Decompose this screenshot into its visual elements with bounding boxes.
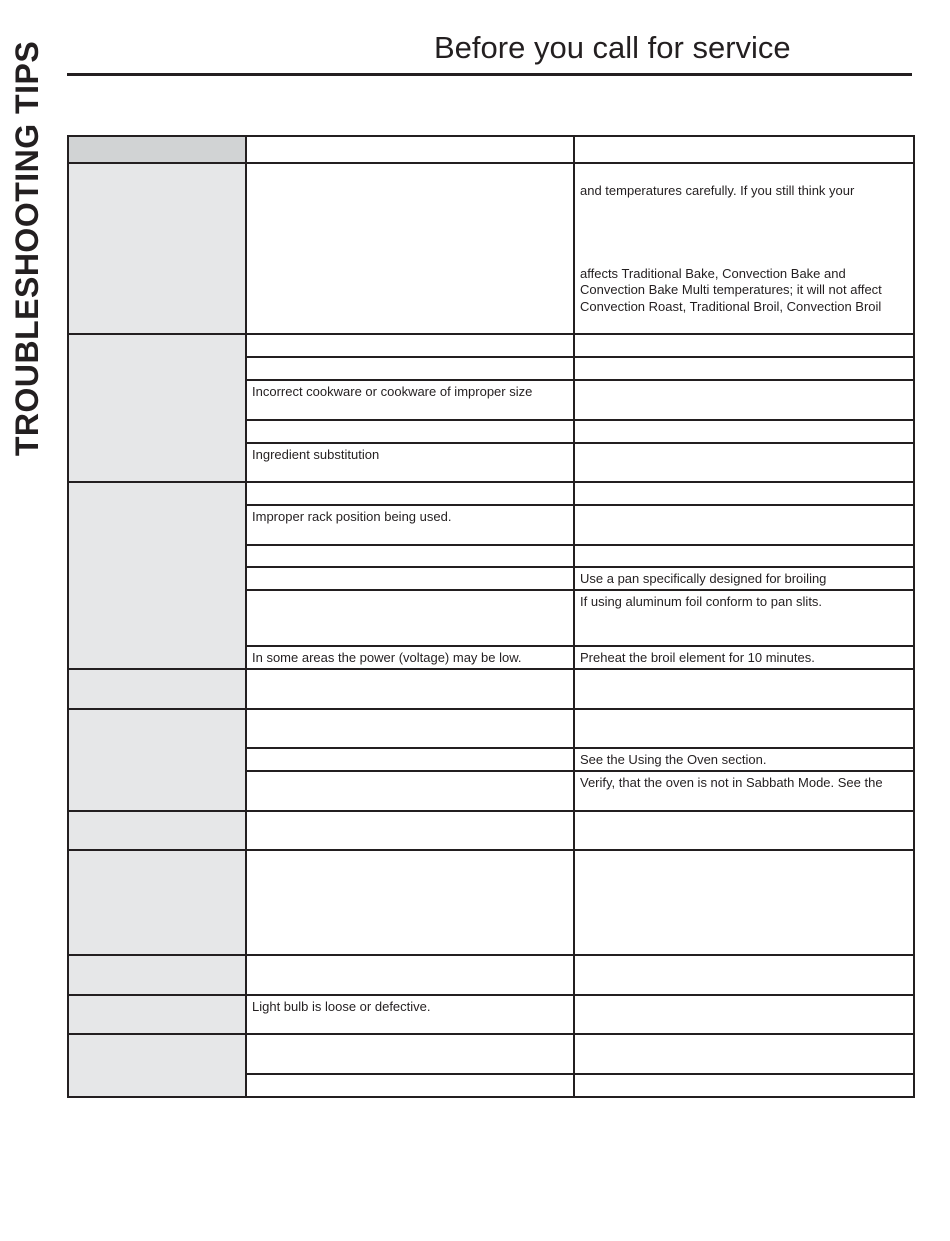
header-problem-cell: [68, 136, 246, 163]
problem-cell: [68, 1034, 246, 1097]
problem-cell: [68, 850, 246, 955]
cause-cell: [246, 669, 574, 709]
solution-cell: [574, 771, 914, 811]
solution-cell: [574, 357, 914, 380]
solution-cell: [574, 443, 914, 482]
cause-cell: [246, 771, 574, 811]
problem-cell: [68, 482, 246, 669]
solution-text: Convection Bake Multi temperatures; it will not affect: [580, 282, 882, 297]
solution-text: Use a pan specifically designed for broiling: [580, 571, 827, 586]
problem-cell: [68, 811, 246, 850]
cause-cell: [246, 420, 574, 443]
solution-text: and temperatures carefully. If you still think your: [580, 183, 855, 198]
cause-cell: [246, 380, 574, 420]
cause-text: Light bulb is loose or defective.: [252, 999, 431, 1014]
header-cause-cell: [246, 136, 574, 163]
problem-cell: [68, 163, 246, 334]
problem-cell: [68, 709, 246, 811]
solution-text: See the Using the Oven section.: [580, 752, 767, 767]
cause-cell: [246, 1034, 574, 1074]
title-divider: [67, 73, 912, 76]
cause-cell: [246, 357, 574, 380]
table-row: [68, 811, 914, 850]
troubleshooting-table: [67, 135, 915, 1098]
solution-cell: [574, 669, 914, 709]
solution-cell: [574, 955, 914, 995]
cause-cell: [246, 590, 574, 646]
cause-text: Incorrect cookware or cookware of improper size: [252, 384, 533, 399]
solution-cell: [574, 380, 914, 420]
table-row: [68, 163, 914, 334]
solution-cell: [574, 1074, 914, 1097]
solution-cell: [574, 590, 914, 646]
solution-cell: [574, 505, 914, 545]
table-row: [68, 955, 914, 995]
solution-text: If using aluminum foil conform to pan slits.: [580, 594, 823, 609]
problem-cell: [68, 955, 246, 995]
cause-cell: [246, 163, 574, 334]
solution-text: Preheat the broil element for 10 minutes.: [580, 650, 815, 665]
solution-cell: [574, 334, 914, 357]
cause-cell: [246, 545, 574, 567]
table-row: [68, 1034, 914, 1074]
cause-cell: [246, 811, 574, 850]
solution-cell: [574, 567, 914, 590]
cause-cell: [246, 443, 574, 482]
solution-cell: [574, 545, 914, 567]
cause-text: Improper rack position being used.: [252, 509, 452, 524]
solution-cell: [574, 1034, 914, 1074]
cause-cell: [246, 334, 574, 357]
solution-cell: [574, 420, 914, 443]
problem-cell: [68, 334, 246, 482]
solution-text: affects Traditional Bake, Convection Bake and: [580, 265, 846, 281]
solution-text: Convection Roast, Traditional Broil, Convection Broil: [580, 298, 882, 314]
cause-cell: [246, 850, 574, 955]
cause-cell: [246, 1074, 574, 1097]
cause-cell: [246, 567, 574, 590]
solution-cell: [574, 709, 914, 748]
problem-cell: [68, 669, 246, 709]
solution-cell: [574, 748, 914, 771]
solution-cell: [574, 995, 914, 1034]
cause-cell: [246, 709, 574, 748]
table-row: [68, 669, 914, 709]
cause-cell: [246, 748, 574, 771]
table-header-row: [68, 136, 914, 163]
solution-cell: [574, 163, 914, 334]
table-row: [68, 482, 914, 505]
solution-text: Verify, that the oven is not in Sabbath Mode. See the: [580, 775, 883, 790]
cause-cell: [246, 955, 574, 995]
problem-cell: [68, 995, 246, 1034]
cause-cell: [246, 646, 574, 669]
solution-cell: [574, 811, 914, 850]
solution-cell: [574, 850, 914, 955]
table-row: [68, 850, 914, 955]
side-tab-label: TROUBLESHOOTING TIPS: [9, 40, 46, 456]
cause-cell: [246, 505, 574, 545]
table-row: [68, 334, 914, 357]
table-row: [68, 995, 914, 1034]
cause-text: Ingredient substitution: [252, 447, 380, 462]
solution-cell: [574, 646, 914, 669]
cause-cell: [246, 995, 574, 1034]
table-row: [68, 709, 914, 748]
cause-cell: [246, 482, 574, 505]
header-solution-cell: [574, 136, 914, 163]
page-title: Before you call for service: [434, 30, 791, 65]
cause-text: In some areas the power (voltage) may be low.: [252, 650, 522, 665]
solution-cell: [574, 482, 914, 505]
side-tab: [8, 38, 48, 458]
